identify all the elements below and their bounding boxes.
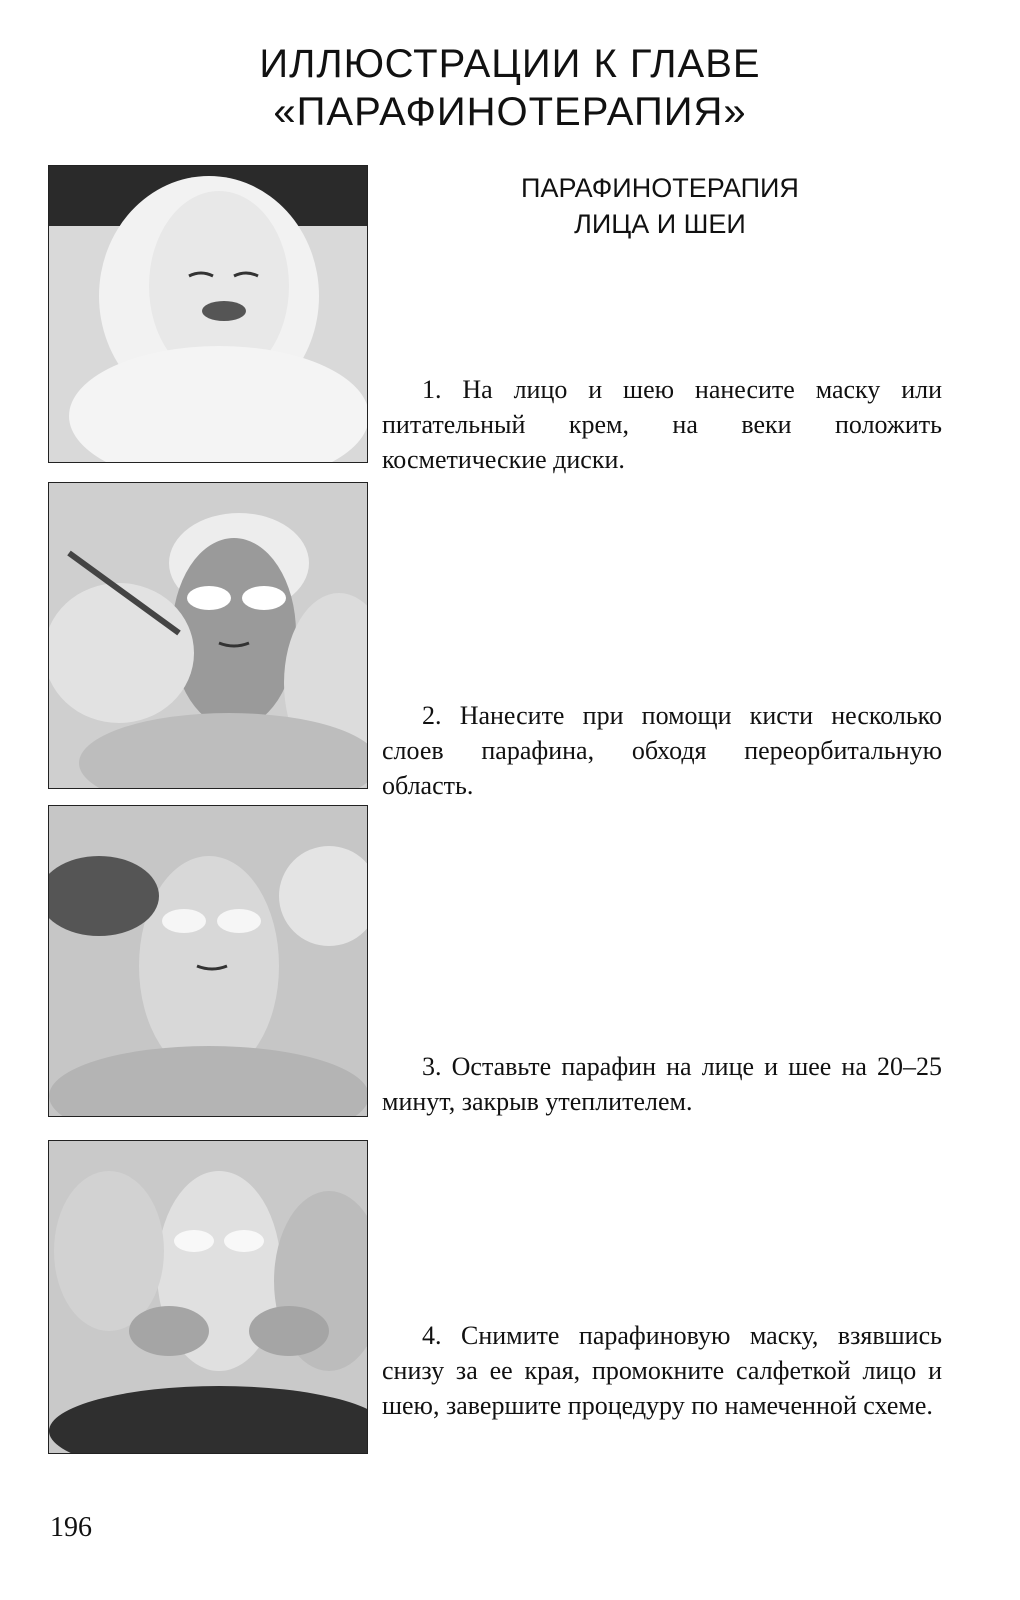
- section-title-line-1: ПАРАФИНОТЕРАПИЯ: [521, 173, 799, 203]
- step-1-text: 1. На лицо и шею нанесите маску или питательный крем, на веки положить косметические диски.: [382, 375, 942, 474]
- page-title: [0, 40, 1020, 136]
- section-title: [470, 170, 850, 242]
- photo-step-4: [48, 1140, 368, 1454]
- section-title-line-2: ЛИЦА И ШЕИ: [574, 209, 746, 239]
- step-3-text: 3. Оставьте парафин на лице и шее на 20–25 минут, закрыв утеплителем.: [382, 1052, 942, 1116]
- step-4-text: 4. Снимите парафиновую маску, взявшись снизу за ее края, промокните салфеткой лицо и шею, завершите процедуру по намеченной схеме.: [382, 1321, 942, 1420]
- photo-step-2: [48, 482, 368, 789]
- page-title-line-1: ИЛЛЮСТРАЦИИ К ГЛАВЕ: [259, 42, 761, 86]
- photo-step-3: [48, 805, 368, 1117]
- photo-step-1: [48, 165, 368, 463]
- page-number: 196: [50, 1512, 92, 1543]
- page-title-line-2: «ПАРАФИНОТЕРАПИЯ»: [273, 90, 747, 134]
- step-2-text: 2. Нанесите при помощи кисти несколько слоев парафина, обходя переорбитальную область.: [382, 701, 942, 800]
